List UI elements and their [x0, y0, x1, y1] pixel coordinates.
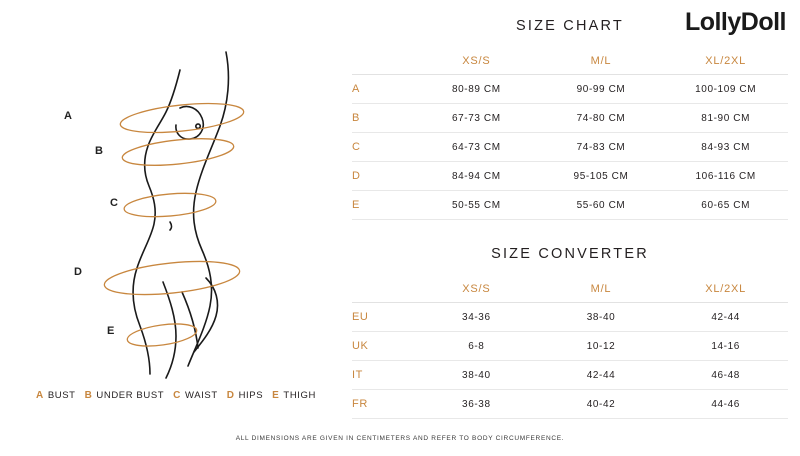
legend-label: THIGH	[283, 390, 316, 401]
figure-label-c: C	[110, 197, 119, 209]
legend-key: E	[272, 390, 280, 401]
cell: 42-44	[586, 369, 616, 381]
footnote: ALL DIMENSIONS ARE GIVEN IN CENTIMETERS AND REFER TO BODY CIRCUMFERENCE.	[235, 435, 565, 442]
cell: 46-48	[711, 369, 740, 381]
row-key-fr: FR	[352, 398, 368, 410]
row-key-d: D	[352, 170, 361, 182]
row-key-c: C	[352, 141, 361, 153]
cell: 60-65 CM	[701, 199, 751, 211]
size-chart-title: SIZE CHART	[516, 18, 624, 34]
table-header-row	[352, 276, 788, 303]
cell: 84-94 CM	[451, 170, 501, 182]
cell: 50-55 CM	[451, 199, 501, 211]
table-row	[352, 162, 788, 191]
figure-label-e: E	[107, 325, 115, 337]
table-row	[352, 332, 788, 361]
cell: 80-89 CM	[451, 83, 501, 95]
size-converter-col-0	[352, 276, 414, 303]
cell: 90-99 CM	[576, 83, 626, 95]
legend-label: BUST	[47, 390, 76, 401]
row-key-uk: UK	[352, 340, 369, 352]
size-chart-col-xl-2xl: XL/2XL	[663, 48, 788, 75]
cell: 106-116 CM	[695, 170, 756, 182]
cell: 38-40	[586, 311, 616, 323]
size-converter-title: SIZE CONVERTER	[491, 246, 649, 262]
cell: 6-8	[468, 340, 485, 352]
cell: 38-40	[462, 369, 491, 381]
measure-ring-thigh	[126, 320, 198, 350]
table-row	[352, 303, 788, 332]
female-body-outline-svg	[30, 30, 310, 390]
size-chart-col-m-l: M/L	[539, 48, 664, 75]
legend-item-thigh	[272, 390, 316, 401]
cell: 36-38	[462, 398, 491, 410]
legend	[36, 390, 316, 401]
cell: 14-16	[711, 340, 740, 352]
size-chart-table	[352, 48, 788, 220]
measure-ring-hips	[103, 256, 241, 300]
table-row	[352, 104, 788, 133]
row-key-a: A	[352, 83, 360, 95]
measure-ring-waist	[123, 190, 217, 220]
legend-key: B	[84, 390, 93, 401]
size-chart-col-0	[352, 48, 414, 75]
table-row	[352, 361, 788, 390]
legend-key: C	[173, 390, 181, 401]
table-row	[352, 390, 788, 419]
size-converter-col-m-l: M/L	[539, 276, 664, 303]
cell: 95-105 CM	[573, 170, 629, 182]
cell: 100-109 CM	[695, 83, 757, 95]
row-key-it: IT	[352, 369, 363, 381]
table-row	[352, 75, 788, 104]
table-row	[352, 133, 788, 162]
row-key-b: B	[352, 112, 360, 124]
legend-item-waist	[173, 390, 218, 401]
brand-logo: LollyDoll	[684, 8, 786, 36]
legend-key: A	[36, 390, 44, 401]
measure-ring-under-bust	[121, 134, 235, 170]
tables-panel	[352, 18, 788, 419]
section-spacer	[352, 220, 788, 246]
cell: 40-42	[586, 398, 616, 410]
table-header-row	[352, 48, 788, 75]
cell: 10-12	[586, 340, 616, 352]
figure-label-d: D	[74, 266, 83, 278]
cell: 64-73 CM	[451, 141, 501, 153]
cell: 42-44	[711, 311, 740, 323]
row-key-eu: EU	[352, 311, 369, 323]
size-converter-table	[352, 276, 788, 419]
legend-key: D	[226, 390, 235, 401]
cell: 81-90 CM	[701, 112, 751, 124]
cell: 74-83 CM	[576, 141, 626, 153]
size-chart-col-xs-s: XS/S	[414, 48, 539, 75]
row-key-e: E	[352, 199, 360, 211]
cell: 55-60 CM	[576, 199, 626, 211]
figure-label-b: B	[95, 145, 104, 157]
figure-label-a: A	[64, 110, 73, 122]
legend-label: UNDER BUST	[96, 390, 165, 401]
cell: 84-93 CM	[701, 141, 751, 153]
cell: 34-36	[462, 311, 491, 323]
body-measurement-illustration	[0, 10, 340, 410]
cell: 44-46	[711, 398, 740, 410]
size-converter-col-xl-2xl: XL/2XL	[663, 276, 788, 303]
legend-label: WAIST	[185, 390, 218, 401]
legend-item-bust	[36, 390, 76, 401]
legend-label: HIPS	[238, 390, 264, 401]
legend-item-hips	[227, 390, 263, 401]
table-row	[352, 191, 788, 220]
cell: 74-80 CM	[576, 112, 626, 124]
measure-ring-bust	[119, 99, 245, 138]
cell: 67-73 CM	[451, 112, 501, 124]
legend-item-under-bust	[85, 390, 165, 401]
size-converter-col-xs-s: XS/S	[414, 276, 539, 303]
